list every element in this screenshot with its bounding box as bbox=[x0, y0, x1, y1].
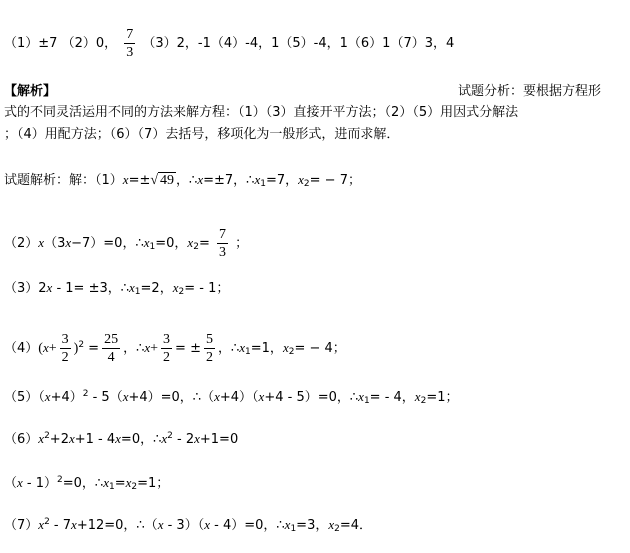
answer-fraction bbox=[124, 27, 135, 60]
var-x: x bbox=[358, 389, 364, 404]
var-x: x bbox=[125, 475, 132, 490]
fraction-denominator: 2 bbox=[205, 350, 213, 365]
var-x: x bbox=[204, 517, 210, 532]
var-x: x bbox=[172, 280, 179, 295]
text: = bbox=[84, 341, 100, 356]
text: = - 1； bbox=[184, 281, 230, 296]
text: = − 7； bbox=[309, 173, 361, 188]
superscript: 2 bbox=[44, 517, 50, 527]
var-x: x bbox=[187, 235, 194, 250]
subscript: 1 bbox=[134, 287, 141, 297]
solution-step-6b bbox=[4, 472, 169, 495]
fraction-numerator: 7 bbox=[218, 227, 226, 242]
var-x: x bbox=[414, 389, 421, 404]
var-x: x bbox=[38, 235, 45, 250]
text: 试题解析：解：（1） bbox=[4, 173, 123, 188]
superscript: 2 bbox=[44, 431, 50, 441]
text: ，∴ bbox=[217, 341, 240, 356]
fraction-numerator: 3 bbox=[163, 332, 171, 347]
text: +1=0 bbox=[199, 432, 239, 447]
fraction-denominator: 2 bbox=[163, 350, 171, 365]
fraction-numerator: 5 bbox=[205, 332, 213, 347]
text: - 4）=0，∴ bbox=[209, 518, 285, 533]
subscript: 2 bbox=[288, 347, 295, 357]
answer-part2: （3）2，-1（4）-4，1（5）-4，1（6）1（7）3，4 bbox=[142, 36, 455, 51]
text: - 7 bbox=[49, 518, 72, 533]
var-x: x bbox=[103, 475, 109, 490]
subscript: 2 bbox=[420, 396, 427, 406]
text: =3， bbox=[296, 518, 329, 533]
text: - 1= ±3，∴ bbox=[52, 281, 130, 296]
text: =0， bbox=[155, 236, 188, 251]
fraction-numerator: 7 bbox=[126, 27, 134, 42]
analysis-heading: 【解析】 bbox=[4, 84, 57, 99]
paren: ( bbox=[38, 341, 43, 356]
var-x: x bbox=[68, 431, 75, 446]
text: =± bbox=[128, 173, 151, 188]
text: +1 - 4 bbox=[74, 432, 116, 447]
text: =2， bbox=[140, 281, 173, 296]
plus: + bbox=[48, 341, 57, 356]
superscript: 2 bbox=[57, 475, 63, 485]
solution-step-7 bbox=[4, 514, 372, 537]
var-x: x bbox=[258, 389, 265, 404]
var-x: x bbox=[46, 280, 53, 295]
sqrt-expression: √ 49 bbox=[150, 173, 175, 188]
subscript: 1 bbox=[245, 347, 251, 357]
answer-line bbox=[4, 27, 454, 60]
text: =±7，∴ bbox=[203, 173, 255, 188]
var-x: x bbox=[161, 431, 168, 446]
text: ，∴ bbox=[123, 341, 145, 356]
subscript: 2 bbox=[193, 242, 199, 252]
text: =4． bbox=[339, 518, 373, 533]
solution-step-5 bbox=[4, 386, 458, 409]
var-x: x bbox=[65, 235, 72, 250]
var-x: x bbox=[44, 389, 51, 404]
fraction bbox=[161, 332, 172, 365]
var-x: x bbox=[328, 517, 335, 532]
fraction-numerator: 25 bbox=[104, 332, 119, 347]
text: = - 4， bbox=[369, 390, 415, 405]
var-x: x bbox=[122, 172, 129, 187]
var-x: x bbox=[129, 280, 135, 295]
text: +4）=0，∴（ bbox=[128, 390, 215, 405]
text: （3 bbox=[44, 236, 66, 251]
superscript: 2 bbox=[82, 389, 89, 399]
text: = − 4； bbox=[294, 341, 346, 356]
radicand: 49 bbox=[160, 173, 175, 188]
fraction bbox=[102, 332, 120, 365]
var-x: x bbox=[157, 517, 164, 532]
text: +4） bbox=[50, 390, 83, 405]
text: （ bbox=[4, 476, 18, 491]
var-x: x bbox=[143, 235, 150, 250]
var-x: x bbox=[42, 340, 49, 355]
text: （2） bbox=[4, 236, 39, 251]
var-x: x bbox=[197, 172, 204, 187]
subscript: 1 bbox=[290, 524, 297, 534]
text: =1； bbox=[426, 390, 459, 405]
text: （5）（ bbox=[4, 390, 45, 405]
text: - 1） bbox=[22, 476, 58, 491]
text: =1； bbox=[137, 476, 170, 491]
subscript: 1 bbox=[260, 179, 266, 189]
plus: + bbox=[150, 341, 159, 356]
subscript: 1 bbox=[149, 242, 156, 252]
answer-part1: （1）±7 （2）0， bbox=[4, 36, 118, 51]
solution-step-4 bbox=[4, 332, 346, 365]
var-x: x bbox=[254, 172, 261, 187]
text: +2 bbox=[49, 432, 69, 447]
var-x: x bbox=[298, 172, 304, 187]
var-x: x bbox=[144, 340, 151, 355]
text: - 3）（ bbox=[163, 518, 205, 533]
var-x: x bbox=[115, 431, 121, 446]
solution-step-2 bbox=[4, 227, 248, 260]
text: = bbox=[114, 476, 126, 491]
text: =1， bbox=[250, 341, 283, 356]
solution-step-3 bbox=[4, 280, 229, 300]
var-x: x bbox=[239, 340, 246, 355]
text: = ± bbox=[175, 341, 201, 356]
text: = bbox=[198, 236, 210, 251]
text: （6） bbox=[4, 432, 39, 447]
fraction-denominator: 2 bbox=[61, 350, 69, 365]
var-x: x bbox=[17, 475, 23, 490]
solution-step-6 bbox=[4, 428, 238, 448]
var-x: x bbox=[38, 517, 45, 532]
var-x: x bbox=[38, 431, 45, 446]
text: =7， bbox=[265, 173, 299, 188]
text: ，∴ bbox=[176, 173, 198, 188]
var-x: x bbox=[214, 389, 220, 404]
fraction-denominator: 3 bbox=[218, 245, 226, 260]
superscript: 2 bbox=[167, 431, 173, 441]
fraction-denominator: 4 bbox=[107, 350, 115, 365]
analysis-intro-right: 试题分析：要根据方程形 bbox=[458, 84, 602, 99]
subscript: 1 bbox=[108, 482, 115, 492]
paren: ) bbox=[73, 341, 79, 356]
text: =0，∴ bbox=[62, 476, 104, 491]
text: （7） bbox=[4, 518, 39, 533]
text: （4） bbox=[4, 341, 39, 356]
superscript: 2 bbox=[78, 340, 85, 350]
subscript: 2 bbox=[334, 524, 340, 534]
fraction bbox=[217, 227, 228, 260]
text: =0，∴ bbox=[120, 432, 162, 447]
analysis-intro-line3: ；（4）用配方法；（6）（7）去括号，移项化为一般形式，进而求解． bbox=[4, 127, 400, 142]
text: −7）=0，∴ bbox=[71, 236, 144, 251]
subscript: 1 bbox=[363, 396, 370, 406]
subscript: 2 bbox=[131, 482, 138, 492]
subscript: 2 bbox=[303, 179, 310, 189]
text: （3）2 bbox=[4, 281, 47, 296]
analysis-intro-line2: 式的不同灵活运用不同的方法来解方程：（1）（3）直接开平方法；（2）（5）用因式分解法 bbox=[4, 105, 519, 120]
fraction-numerator: 3 bbox=[61, 332, 69, 347]
text: +4）（ bbox=[219, 390, 259, 405]
text: - 2 bbox=[172, 432, 195, 447]
fraction-denominator: 3 bbox=[126, 45, 134, 60]
solution-step-1 bbox=[4, 172, 361, 192]
var-x: x bbox=[282, 340, 289, 355]
text: ； bbox=[235, 236, 249, 251]
var-x: x bbox=[284, 517, 291, 532]
text: - 5（ bbox=[88, 390, 123, 405]
fraction bbox=[60, 332, 71, 365]
var-x: x bbox=[194, 431, 200, 446]
text: +12=0，∴（ bbox=[76, 518, 158, 533]
fraction bbox=[204, 332, 215, 365]
var-x: x bbox=[71, 517, 77, 532]
var-x: x bbox=[122, 389, 129, 404]
text: +4 - 5）=0，∴ bbox=[264, 390, 359, 405]
subscript: 2 bbox=[178, 287, 185, 297]
